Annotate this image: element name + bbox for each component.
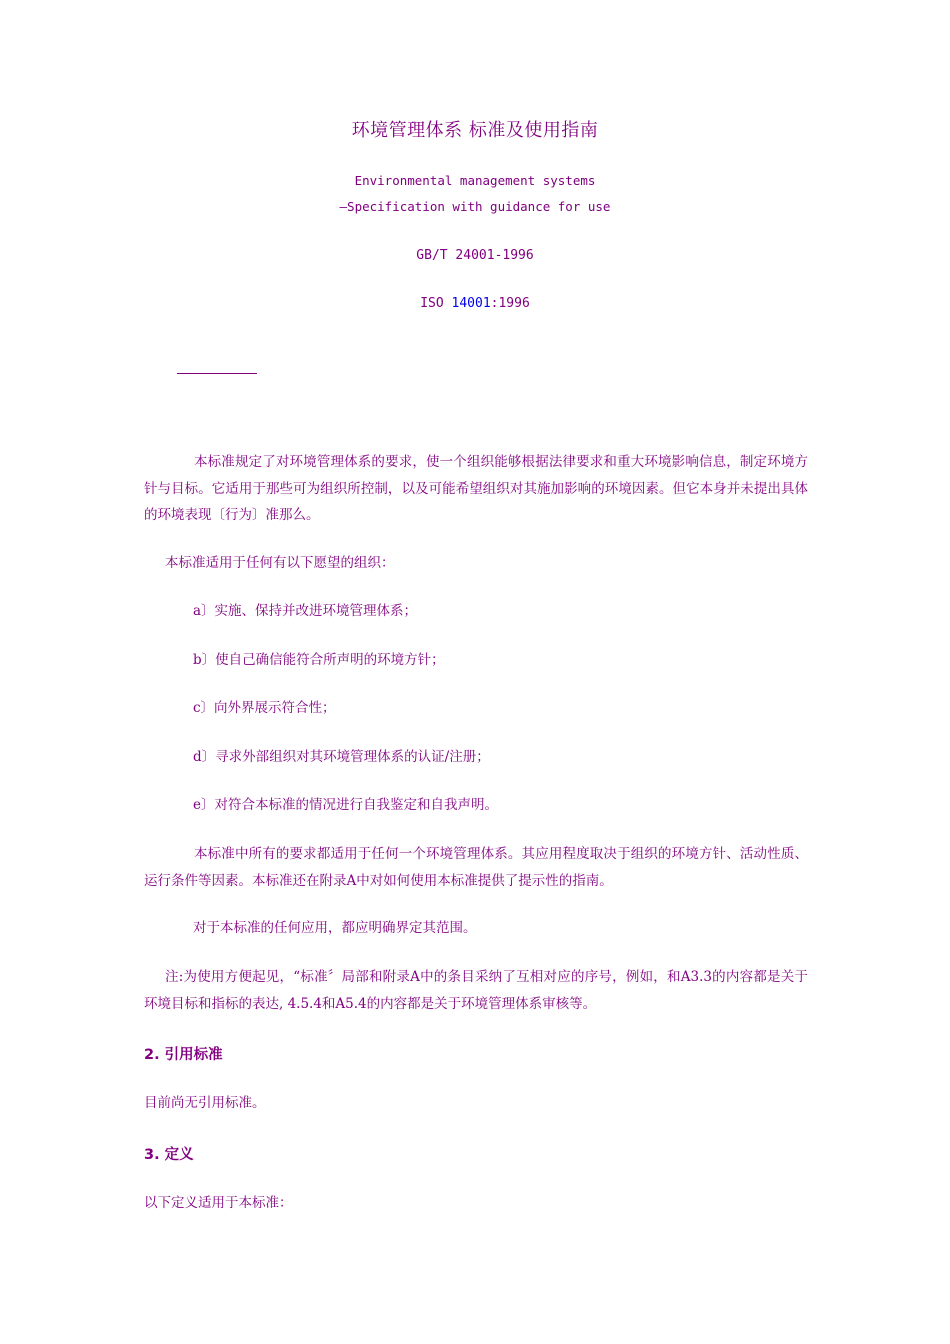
document-title: 环境管理体系 标准及使用指南 [351,120,599,141]
list-item-b: b〕使自己确信能符合所声明的环境方针； [193,652,445,668]
list-item-e: e〕对符合本标准的情况进行自我鉴定和自我声明。 [193,797,498,813]
iso-suffix: :1996 [490,296,530,311]
scope-paragraph: 对于本标准的任何应用，都应明确界定其范围。 [193,920,477,936]
applicability-intro: 本标准适用于任何有以下愿望的组织： [165,555,395,571]
intro-paragraph: 本标准规定了对环境管理体系的要求，使一个组织能够根据法律要求和重大环境影响信息，制定环境方针与目标。它适用于那些可为组织所控制，以及可能希望组织对其施加影响的环境因素。但它本身并未提出具体的环境表现〔行为〕准那么。 [144,454,808,523]
gb-standard-number: GB/T 24001-1996 [416,248,534,263]
iso-number-link[interactable]: 14001 [451,296,491,311]
section-2-text: 目前尚无引用标准。 [144,1095,266,1111]
section-3-heading: 3. 定义 [144,1147,194,1163]
section-2-heading: 2. 引用标准 [144,1047,223,1063]
requirements-paragraph: 本标准中所有的要求都适用于任何一个环境管理体系。其应用程度取决于组织的环境方针、活动性质、运行条件等因素。本标准还在附录A中对如何使用本标准提供了提示性的指南。 [144,846,808,889]
list-item-c: c〕向外界展示符合性； [193,700,336,716]
iso-prefix: ISO [420,296,452,311]
list-item-a: a〕实施、保持并改进环境管理体系； [193,603,418,619]
iso-standard-number [0,296,950,311]
note-paragraph: 注:为使用方便起见，“标准〞局部和附录A中的条目采纳了互相对应的序号，例如，和A3.3的内容都是关于环境目标和指标的表达, 4.5.4和A5.4的内容都是关于环境管理体系审核等。 [144,969,808,1012]
list-item-d: d〕寻求外部组织对其环境管理体系的认证/注册； [193,749,490,765]
section-3-text: 以下定义适用于本标准： [144,1195,293,1211]
footnote-divider [177,373,257,374]
english-title-line-1: Environmental management systems [354,173,596,188]
english-title-line-2: —Specification with guidance for use [339,199,611,214]
